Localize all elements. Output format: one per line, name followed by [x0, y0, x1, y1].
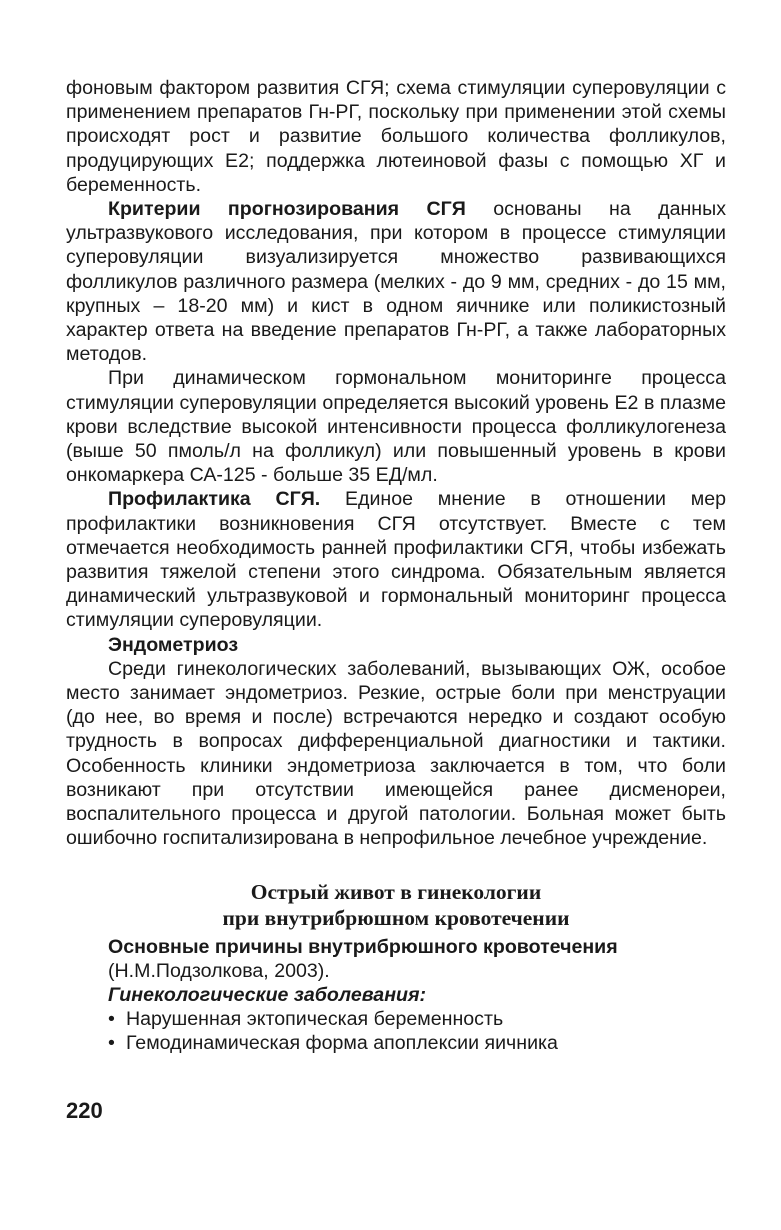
paragraph-ovarian-stimulation-factors: фоновым фактором развития СГЯ; схема стимуляции суперовуляции с применением препаратов Гн-РГ, поскольку при применении этой схемы происходят рост и развитие большого количества фолликулов, продуцирующих Е2; поддержка лютеиновой фазы с помощью ХГ и беременность. — [66, 77, 726, 196]
list-item: • Нарушенная эктопическая беременность — [108, 1007, 726, 1031]
gynecological-diseases-heading: Гинекологические заболевания: — [108, 983, 427, 1006]
prevention-text: Единое мнение в отношении мер профилактики возникновения СГЯ отсутствует. Вместе с тем отмечается необходимость ранней профилактики СГЯ, чтобы избежать развития тяжелой степени этого синдрома. Обязательным является динамический ультразвуковой и гормональный мониторинг процесса стимуляции суперовуляции. — [66, 488, 726, 632]
chapter-title — [66, 879, 726, 931]
prevention-lead: Профилактика СГЯ. — [108, 488, 321, 511]
causes-heading: Основные причины внутрибрюшного кровотечения — [108, 935, 618, 958]
causes-list — [66, 1007, 726, 1055]
page-body — [66, 76, 726, 1056]
citation: (Н.М.Подзолкова, 2003). — [108, 959, 330, 982]
chapter-title-line-2: при внутрибрюшном кровотечении — [222, 905, 570, 930]
prognosis-criteria-text: основаны на данных ультразвукового исследования, при котором в процессе стимуляции суперовуляции визуализируется множество развивающихся фолликулов различного размера (мелких - до 9 мм, средних - до 15 мм, крупных – 18-20 мм) и кист в одном яичнике или поликистозный характер ответа на введение препаратов Гн-РГ, а также лабораторных методов. — [66, 198, 726, 366]
paragraph-prevention — [66, 487, 726, 632]
paragraph-endometriosis: Среди гинекологических заболеваний, вызывающих ОЖ, особое место занимает эндометриоз. Резкие, острые боли при менструации (до нее, во время и после) встречаются нередко и создают особую трудность в вопросах дифференциальной диагностики и тактики. Особенность клиники эндометриоза заключается в том, что боли возникают при отсутствии имеющейся ранее дисменореи, воспалительного процесса и другой патологии. Больная может быть ошибочно госпитализирована в непрофильное лечебное учреждение. — [66, 657, 726, 850]
prognosis-criteria-lead: Критерии прогнозирования СГЯ — [108, 198, 466, 221]
list-item: • Гемодинамическая форма апоплексии яичника — [108, 1031, 726, 1055]
paragraph-hormonal-monitoring: При динамическом гормональном мониторинге процесса стимуляции суперовуляции определяется высокий уровень Е2 в плазме крови вследствие высокой интенсивности процесса фолликулогенеза (выше 50 пмоль/л на фолликул) или повышенный уровень в крови онкомаркера СА-125 - больше 35 ЕД/мл. — [66, 367, 726, 487]
paragraph-prognosis-criteria — [66, 197, 726, 366]
endometriosis-heading: Эндометриоз — [108, 633, 239, 656]
chapter-title-line-1: Острый живот в гинекологии — [250, 879, 542, 904]
page-number: 220 — [66, 1098, 103, 1123]
